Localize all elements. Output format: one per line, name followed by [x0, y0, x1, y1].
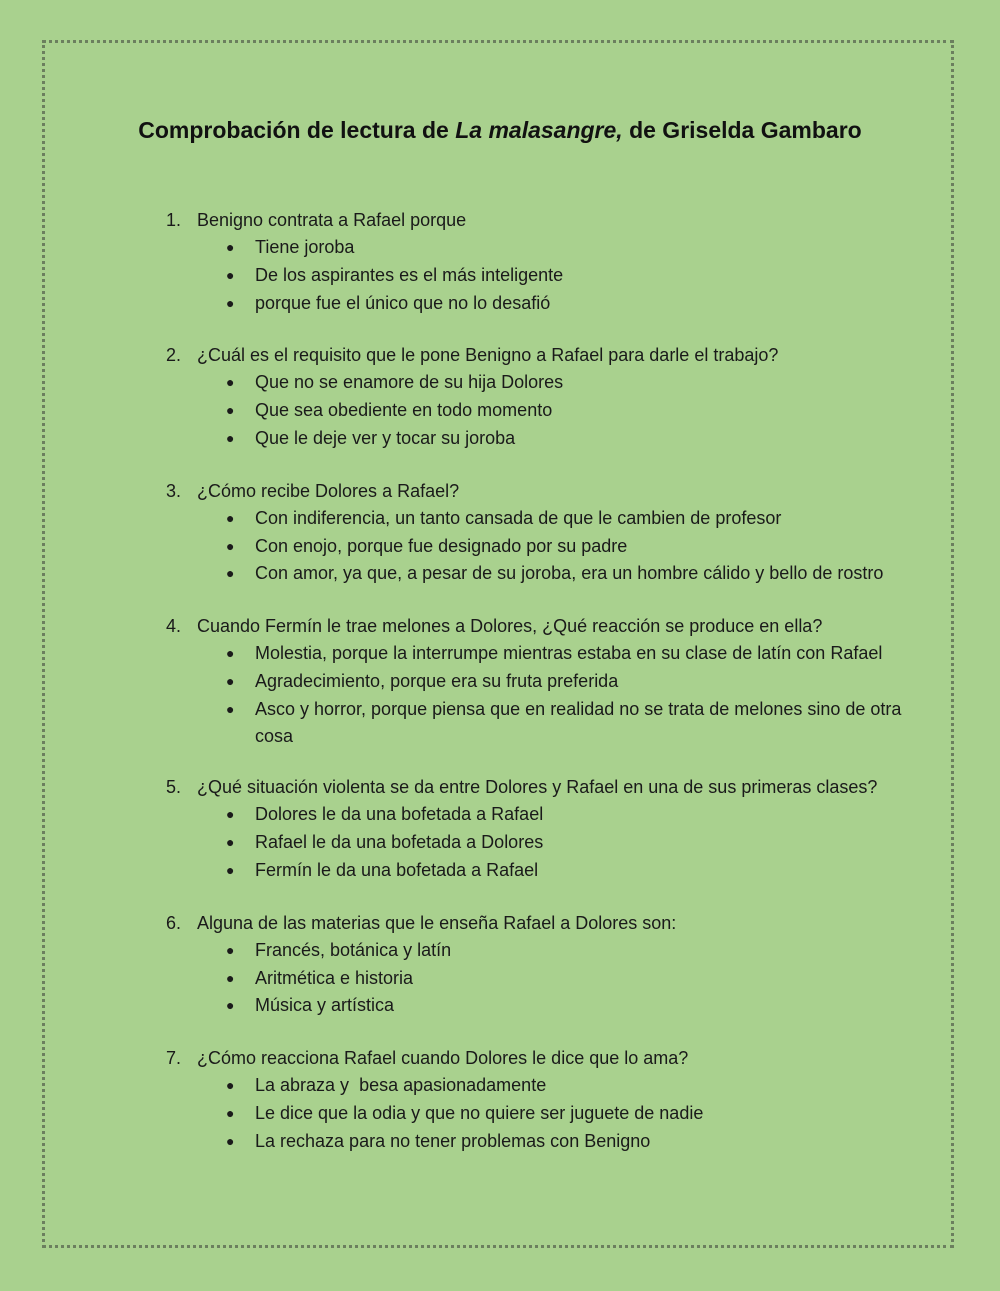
option-text: Con enojo, porque fue designado por su padre	[255, 535, 628, 556]
option-list	[166, 801, 906, 884]
option-item[interactable]	[225, 965, 906, 993]
option-item[interactable]	[225, 1072, 906, 1100]
option-item[interactable]	[225, 668, 906, 696]
question-text: Cuando Fermín le trae melones a Dolores, ¿Qué reacción se produce en ella?	[197, 616, 823, 637]
title-text-start: Comprobación de lectura de	[138, 117, 456, 143]
bullet-icon: ●	[226, 1077, 235, 1094]
option-item[interactable]	[225, 829, 906, 857]
question-text: ¿Cuál es el requisito que le pone Benigno a Rafael para darle el trabajo?	[197, 345, 779, 366]
option-text: Con amor, ya que, a pesar de su joroba, era un hombre cálido y bello de rostro	[255, 563, 884, 584]
question-number: 3.	[166, 480, 182, 501]
option-text: Que le deje ver y tocar su joroba	[255, 427, 516, 448]
question-number: 6.	[166, 912, 182, 933]
bullet-icon: ●	[226, 565, 235, 582]
option-text: Dolores le da una bofetada a Rafael	[255, 804, 544, 825]
option-item[interactable]	[225, 425, 906, 453]
option-text: Agradecimiento, porque era su fruta preferida	[255, 670, 619, 691]
question-1	[166, 207, 906, 317]
bullet-icon: ●	[226, 645, 235, 662]
option-text: Fermín le da una bofetada a Rafael	[255, 859, 539, 880]
bullet-icon: ●	[226, 266, 235, 283]
question-number: 5.	[166, 777, 182, 798]
option-item[interactable]	[225, 1100, 906, 1128]
option-text: porque fue el único que no lo desafió	[255, 292, 551, 313]
question-3	[166, 478, 906, 588]
bullet-icon: ●	[226, 700, 235, 717]
bullet-icon: ●	[226, 509, 235, 526]
question-number: 2.	[166, 345, 182, 366]
option-item[interactable]	[225, 234, 906, 262]
title-book-name: La malasangre,	[455, 117, 623, 143]
question-text: ¿Cómo reacciona Rafael cuando Dolores le dice que lo ama?	[197, 1048, 689, 1069]
bullet-icon: ●	[226, 374, 235, 391]
option-text: Aritmética e historia	[255, 967, 414, 988]
option-item[interactable]	[225, 560, 906, 588]
bullet-icon: ●	[226, 429, 235, 446]
option-text: De los aspirantes es el más inteligente	[255, 264, 564, 285]
option-list	[166, 369, 906, 452]
bullet-icon: ●	[226, 806, 235, 823]
option-item[interactable]	[225, 696, 906, 750]
option-list	[166, 234, 906, 317]
option-item[interactable]	[225, 369, 906, 397]
bullet-icon: ●	[226, 1104, 235, 1121]
option-text: La abraza y besa apasionadamente	[255, 1075, 547, 1096]
bullet-icon: ●	[226, 997, 235, 1014]
option-text: Que sea obediente en todo momento	[255, 400, 553, 421]
option-item[interactable]	[225, 290, 906, 318]
page-title	[0, 117, 1000, 144]
option-item[interactable]	[225, 262, 906, 290]
option-item[interactable]	[225, 801, 906, 829]
question-7	[166, 1045, 906, 1155]
option-list	[166, 1072, 906, 1155]
title-text-end: de Griselda Gambaro	[622, 117, 862, 143]
question-5	[166, 774, 906, 884]
option-item[interactable]	[225, 397, 906, 425]
option-text: Rafael le da una bofetada a Dolores	[255, 832, 544, 853]
question-list	[166, 207, 906, 1181]
question-text: ¿Qué situación violenta se da entre Dolores y Rafael en una de sus primeras clases?	[197, 777, 878, 798]
option-text: Que no se enamore de su hija Dolores	[255, 372, 564, 393]
question-4	[166, 613, 906, 749]
option-list	[166, 640, 906, 749]
bullet-icon: ●	[226, 861, 235, 878]
bullet-icon: ●	[226, 672, 235, 689]
bullet-icon: ●	[226, 294, 235, 311]
option-text: La rechaza para no tener problemas con Benigno	[255, 1130, 651, 1151]
option-text: Con indiferencia, un tanto cansada de que le cambien de profesor	[255, 507, 782, 528]
bullet-icon: ●	[226, 402, 235, 419]
option-item[interactable]	[225, 992, 906, 1020]
option-text: Le dice que la odia y que no quiere ser juguete de nadie	[255, 1102, 704, 1123]
question-text: Alguna de las materias que le enseña Rafael a Dolores son:	[197, 912, 677, 933]
option-item[interactable]	[225, 533, 906, 561]
option-item[interactable]	[225, 857, 906, 885]
question-2	[166, 342, 906, 452]
option-text: Tiene joroba	[255, 237, 355, 257]
option-text: Molestia, porque la interrumpe mientras estaba en su clase de latín con Rafael	[255, 643, 883, 664]
question-text: ¿Cómo recibe Dolores a Rafael?	[197, 480, 460, 501]
option-list	[166, 937, 906, 1020]
option-item[interactable]	[225, 640, 906, 668]
option-item[interactable]	[225, 1128, 906, 1156]
bullet-icon: ●	[226, 1132, 235, 1149]
bullet-icon: ●	[226, 834, 235, 851]
option-list	[166, 505, 906, 588]
bullet-icon: ●	[226, 239, 235, 255]
bullet-icon: ●	[226, 969, 235, 986]
option-item[interactable]	[225, 937, 906, 965]
option-text: Asco y horror, porque piensa que en realidad no se trata de melones sino de otra cosa	[255, 698, 902, 746]
option-item[interactable]	[225, 505, 906, 533]
question-text: Benigno contrata a Rafael porque	[197, 210, 467, 230]
question-number: 1.	[166, 210, 182, 230]
option-text: Francés, botánica y latín	[255, 939, 452, 960]
question-number: 7.	[166, 1048, 182, 1069]
bullet-icon: ●	[226, 537, 235, 554]
question-number: 4.	[166, 616, 182, 637]
question-6	[166, 910, 906, 1020]
bullet-icon: ●	[226, 941, 235, 958]
option-text: Música y artística	[255, 995, 395, 1016]
